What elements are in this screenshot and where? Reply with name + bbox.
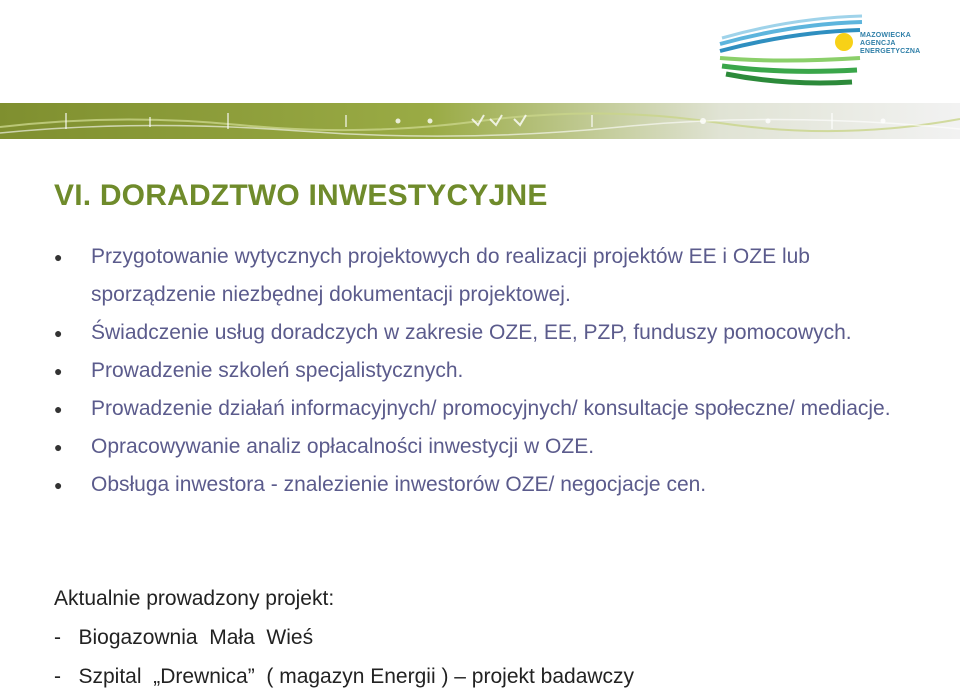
sun-icon [835,33,853,51]
bullet-item [54,428,934,466]
bullet-item [54,352,934,390]
bullet-dot-icon: ● [54,477,63,493]
bullet-dot-icon: ● [54,363,63,379]
bullet-text: Przygotowanie wytycznych projektowych do realizacji projektów EE i OZE lub sporządzenie niezbędnej dokumentacji projektowej. [91,245,810,306]
bullet-dot-icon: ● [54,325,63,341]
header-banner [0,103,960,139]
logo-line-3: ENERGETYCZNA [860,48,921,55]
bullet-dot-icon: ● [54,401,63,417]
bullet-dot-icon: ● [54,249,63,265]
banner-graphic [0,103,960,139]
current-project-label: Aktualnie prowadzony projekt: [54,587,335,610]
project-item: - Szpital „Drewnica” ( magazyn Energii ) – projekt badawczy [54,665,635,688]
bullet-text: Opracowywanie analiz opłacalności inwestycji w OZE. [91,435,595,458]
project-item: - Biogazownia Mała Wieś [54,626,314,649]
logo-line-1: MAZOWIECKA [860,32,911,39]
logo-line-2: AGENCJA [860,40,896,47]
logo-text [860,32,920,56]
bullet-text: Prowadzenie działań informacyjnych/ promocyjnych/ konsultacje społeczne/ mediacje. [91,397,891,420]
bullet-text: Prowadzenie szkoleń specjalistycznych. [91,359,464,382]
bullet-text: Świadczenie usług doradczych w zakresie OZE, EE, PZP, funduszy pomocowych. [91,321,852,344]
bullet-list [54,238,934,504]
bullet-dot-icon: ● [54,439,63,455]
bullet-item [54,390,934,428]
slide-title: VI. DORADZTWO INWESTYCYJNE [54,179,548,212]
bullet-item [54,314,934,352]
bullet-text: Obsługa inwestora - znalezienie inwestorów OZE/ negocjacje cen. [91,473,707,496]
bullet-item [54,466,934,504]
bullet-item [54,238,934,314]
